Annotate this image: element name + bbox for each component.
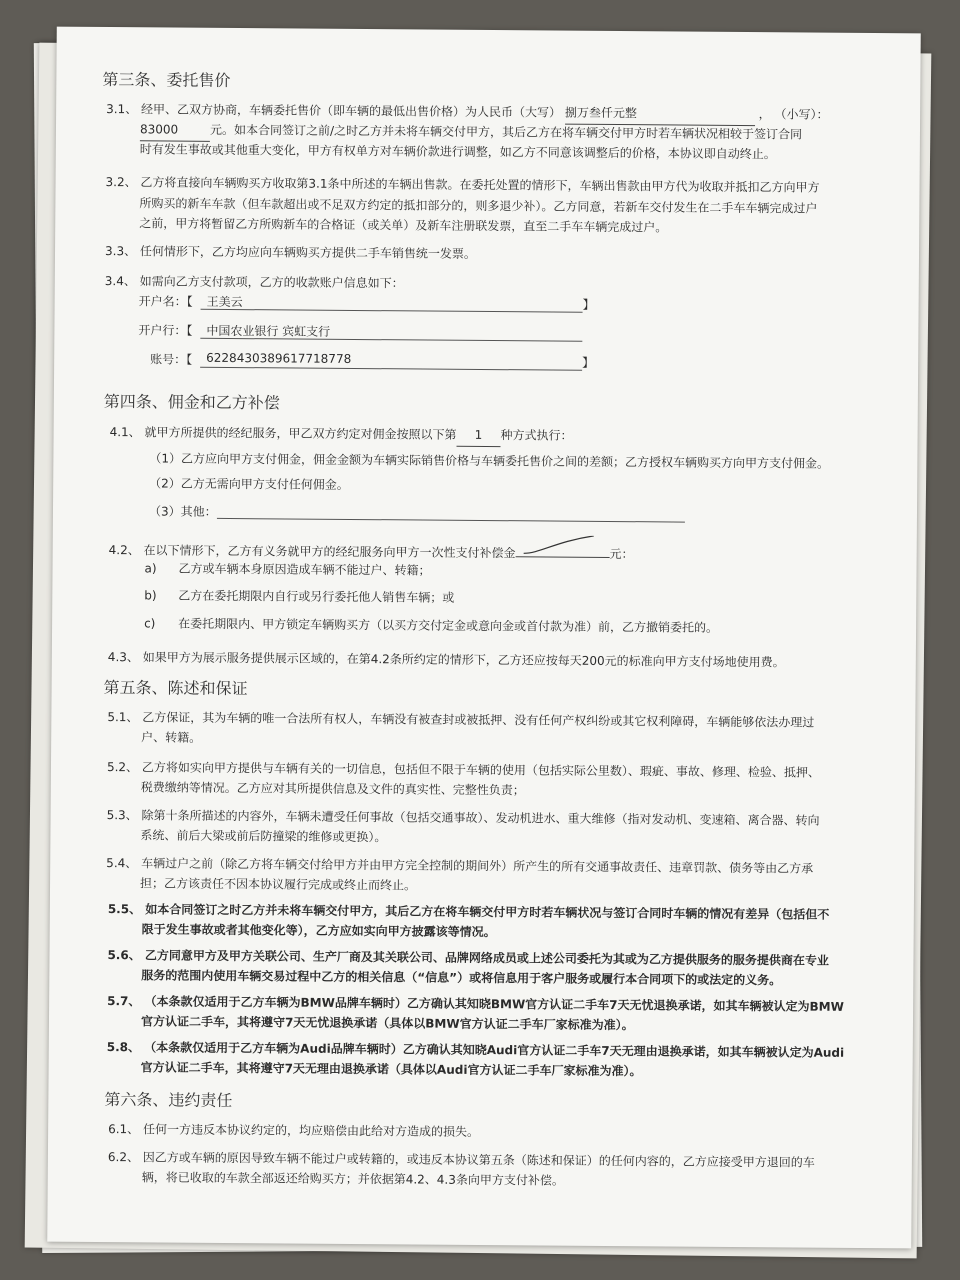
- clause-5-6-line2: 服务的范围内使用车辆交易过程中乙方的相关信息（“信息”）或将信息用于客户服务或履行本合同项下的或法定的义务。: [141, 968, 782, 988]
- clause-3-1-line1: 3.1、 经甲、乙双方协商，车辆委托售价（即车辆的最低出售价格）为人民币（大写） 捌万叁仟元整 ， （小写）：: [106, 99, 829, 127]
- account-bank-label: 开户行：【: [138, 323, 193, 338]
- clause-4-1-option2: （2）乙方无需向甲方支付任何佣金。: [149, 476, 349, 492]
- account-number-label: 账号：【: [150, 352, 193, 367]
- clause-3-4: 3.4、 如需向乙方支付款项，乙方的收款账户信息如下：: [104, 274, 404, 291]
- section-6-title: 第六条、违约责任: [104, 1090, 233, 1111]
- clause-5-3-line2: 系统、前后大梁或前后防撞梁的维修或更换）。: [140, 828, 387, 845]
- compensation-amount-blank: [516, 541, 610, 558]
- clause-5-5-line2: 限于发生事故或者其他变化等），乙方应如实向甲方披露该等情况。: [141, 922, 496, 940]
- clause-3-2-line2: 所购买的新车车款（但车款超出或不足双方约定的抵扣部分的，则多退少补）。乙方同意，若新车交付发生在二手车车辆完成过户: [139, 196, 818, 216]
- clause-5-7-line2: 官方认证二手车，其将遵守7天无忧退换承诺（具体以BMW官方认证二手车厂家标准为准）。: [140, 1014, 634, 1033]
- clause-6-1: 6.1、 任何一方违反本协议约定的，均应赔偿由此给对方造成的损失。: [108, 1122, 480, 1139]
- account-name-label: 开户名：【: [138, 294, 193, 309]
- clause-4-2: 4.2、 在以下情形下，乙方有义务就甲方的经纪服务向甲方一次性支付补偿金 元：: [109, 538, 634, 565]
- clause-5-4-line2: 担；乙方该责任不因本协议履行完成或终止而终止。: [140, 876, 417, 893]
- clause-5-1-line1: 5.1、 乙方保证，其为车辆的唯一合法所有权人，车辆没有被查封或被抵押、没有任何产权纠纷或其它权利障碍，车辆能够依法办理过: [107, 710, 815, 730]
- clause-4-3: 4.3、 如果甲方为展示服务提供展示区域的，在第4.2条所约定的情形下，乙方还应按每天200元的标准向甲方支付场地使用费。: [107, 650, 785, 670]
- clause-3-1-line3: 时有发生事故或其他重大变化，甲方有权单方对车辆价款进行调整，如乙方不同意该调整后的价格，本协议即自动终止。: [139, 142, 776, 162]
- clause-5-2-line1: 5.2、 乙方将如实向甲方提供与车辆有关的一切信息，包括但不限于车辆的使用（包括实际公里数）、瑕疵、事故、修理、检验、抵押、: [106, 760, 820, 780]
- clause-5-5-line1: 5.5、 如本合同签订之时乙方并未将车辆交付甲方，其后乙方在将车辆交付甲方时若车辆状况与签订合同时车辆的情况有差异（包括但不: [107, 902, 830, 922]
- clause-4-2-b-label: b): [144, 588, 157, 603]
- clause-5-3-line1: 5.3、 除第十条所描述的内容外，车辆未遭受任何事故（包括交通事故）、发动机进水、重大维修（指对发动机、变速箱、离合器、转向: [106, 808, 820, 828]
- clause-5-7-line1: 5.7、 （本条款仅适用于乙方车辆为BMW品牌车辆时）乙方确认其知晓BMW官方认证二手车7天无忧退换承诺，如其车辆被认定为BMW: [107, 994, 844, 1014]
- clause-5-8-line2: 官方认证二手车，其将遵守7天无理由退换承诺（具体以Audi官方认证二手车厂家标准为准）。: [140, 1060, 642, 1079]
- clause-5-2-line2: 税费缴纳等情况。乙方应对其所提供信息及文件的真实性、完整性负责；: [140, 780, 525, 798]
- clause-3-2-line3: 之前，甲方将暂留乙方所购新车的合格证（或关单）及新车注册联发票，直至二手车车辆完成过户。: [139, 216, 668, 235]
- account-number-value: 6228430389617718778: [206, 350, 352, 366]
- strike-mark-icon: [516, 535, 610, 558]
- clause-6-2-line2: 辆，将已收取的车款全部返还给购买方；并依据第4.2、4.3条向甲方支付补偿。: [141, 1170, 564, 1188]
- clause-4-2-b: 乙方在委托期限内自行或另行委托他人销售车辆；或: [178, 588, 455, 605]
- price-number: 83000: [140, 119, 210, 142]
- clause-4-1-option3: （3）其他：: [148, 504, 217, 519]
- clause-4-2-a: 乙方或车辆本身原因造成车辆不能过户、转籍；: [178, 561, 431, 578]
- clause-4-2-c: 在委托期限内、甲方锁定车辆购买方（以买方交付定金或意向金或首付款为准）前，乙方撤销委托的。: [178, 616, 719, 635]
- clause-3-3: 3.3、 任何情形下，乙方均应向车辆购买方提供二手车销售统一发票。: [104, 244, 476, 261]
- section-3-title: 第三条、委托售价: [102, 69, 231, 90]
- clause-5-4-line1: 5.4、 车辆过户之前（除乙方将车辆交付给甲方并由甲方完全控制的期间外）所产生的所有交通事故责任、违章罚款、债务等由乙方承: [106, 856, 814, 876]
- commission-option-number: 1: [456, 425, 500, 447]
- account-name-value: 王美云: [206, 294, 243, 310]
- section-4-title: 第四条、佣金和乙方补偿: [103, 392, 280, 413]
- clause-4-2-c-label: c): [144, 616, 156, 631]
- clause-4-1: 4.1、 就甲方所提供的经纪服务，甲乙双方约定对佣金按照以下第 1 种方式执行：: [110, 422, 573, 448]
- clause-5-1-line2: 户、转籍。: [141, 730, 202, 745]
- clause-4-2-a-label: a): [144, 561, 157, 576]
- contract-page: 第三条、委托售价 3.1、 经甲、乙双方协商，车辆委托售价（即车辆的最低出售价格）为人民币（大写） 捌万叁仟元整 ， （小写）： 83000 元。如本合同签订之前/之时乙方并未将车辆交付甲方，其后乙方在将车辆交付甲方时若车辆状况相较于签订合同 时有发生事故或其他重大变化，甲方有权单方对车辆价款进行调整，如乙方不同意该调整后的价格，本协议即自动终止。 3.2、 乙方将直接向车辆购买方收取第3.1条中所述的车辆出售款。在委托处置的情形下，车辆出售款由甲方代为收取并抵扣乙方向甲方 所购买的新车车款（但车款超出或不足双方约定的抵扣部分的，则多退少补）。乙方同意，若新车交付发生在二手车车辆完成过户 之前，甲方将暂留乙方所购新车的合格证（或关单）及新车注册联发票，直至二手车车辆完成过户。 3.3、 任何情形下，乙方均应向车辆购买方提供二手车销售统一发票。 3.4、 如需向乙方支付款项，乙方的收款账户信息如下： 开户名：【 王美云 】 开户行：【 中国农业银行 宾虹支行 账号：【 6228430389617718778 】 第四条、佣金和乙方补偿 4.1、 就甲方所提供的经纪服务，甲乙双方约定对佣金按照以下第 1 种方式执行： （1）乙方应向甲方支付佣金，佣金金额为车辆实际销售价格与车辆委托售价之间的差额；乙方授权车辆购买方向甲方支付佣金。 （2）乙方无需向甲方支付任何佣金。 （3）其他： 4.2、 在以下情形下，乙方有义务就甲方的经纪服务向甲方一次性支付补偿金 元： a) 乙方或车辆本身原因造成车辆不能过户、转籍； b) 乙方在委托期限内自行或另行委托他人销售车辆；或 c) 在委托期限内、甲方锁定车辆购买方（以买方交付定金或意向金或首付款为准）前，乙方撤销委托的。 4.3、 如果甲方为展示服务提供展示区域的，在第4.2条所约定的情形下，乙方还应按每天200元的标准向甲方支付场地使用费。 第五条、陈述和保证 5.1、 乙方保证，其为车辆的唯一合法所有权人，车辆没有被查封或被抵押、没有任何产权纠纷或其它权利障碍，车辆能够依法办理过 户、转籍。 5.2、 乙方将如实向甲方提供与车辆有关的一切信息，包括但不限于车辆的使用（包括实际公里数）、瑕疵、事故、修理、检验、抵押、 税费缴纳等情况。乙方应对其所提供信息及文件的真实性、完整性负责； 5.3、 除第十条所描述的内容外，车辆未遭受任何事故（包括交通事故）、发动机进水、重大维修（指对发动机、变速箱、离合器、转向 系统、前后大梁或前后防撞梁的维修或更换）。 5.4、 车辆过户之前（除乙方将车辆交付给甲方并由甲方完全控制的期间外）所产生的所有交通事故责任、违章罚款、债务等由乙方承 担；乙方该责任不因本协议履行完成或终止而终止。 5.5、 如本合同签订之时乙方并未将车辆交付甲方，其后乙方在将车辆交付甲方时若车辆状况与签订合同时车辆的情况有差异（包括但不 限于发生事故或者其他变化等），乙方应如实向甲方披露该等情况。 5.6、 乙方同意甲方及甲方关联公司、生产厂商及其关联公司、品牌网络成员或上述公司委托为其或为乙方提供服务的服务提供商在专业 服务的范围内使用车辆交易过程中乙方的相关信息（“信息”）或将信息用于客户服务或履行本合同项下的或法定的义务。 5.7、 （本条款仅适用于乙方车辆为BMW品牌车辆时）乙方确认其知晓BMW官方认证二手车7天无忧退换承诺，如其车辆被认定为BMW 官方认证二手车，其将遵守7天无忧退换承诺（具体以BMW官方认证二手车厂家标准为准）。 5.8、 （本条款仅适用于乙方车辆为Audi品牌车辆时）乙方确认其知晓Audi官方认证二手车7天无理由退换承诺，如其车辆被认定为Audi 官方认证二手车，其将遵守7天无理由退换承诺（具体以Audi官方认证二手车厂家标准为准）。 第六条、违约责任 6.1、 任何一方违反本协议约定的，均应赔偿由此给对方造成的损失。 6.2、 因乙方或车辆的原因导致车辆不能过户或转籍的，或违反本协议第五条（陈述和保证）的任何内容的，乙方应接受甲方退回的车 辆，将已收取的车款全部返还给购买方；并依据第4.2、4.3条向甲方支付补偿。: [47, 27, 921, 1249]
- clause-3-2-line1: 3.2、 乙方将直接向车辆购买方收取第3.1条中所述的车辆出售款。在委托处置的情形下，车辆出售款由甲方代为收取并抵扣乙方向甲方: [105, 175, 820, 195]
- price-uppercase: 捌万叁仟元整: [565, 103, 755, 126]
- clause-3-1-line2: 83000 元。如本合同签订之前/之时乙方并未将车辆交付甲方，其后乙方在将车辆交付甲方时若车辆状况相较于签订合同: [140, 119, 802, 146]
- clause-5-8-line1: 5.8、 （本条款仅适用于乙方车辆为Audi品牌车辆时）乙方确认其知晓Audi官方认证二手车7天无理由退换承诺，如其车辆被认定为Audi: [106, 1040, 845, 1060]
- account-bank-value: 中国农业银行 宾虹支行: [206, 323, 331, 339]
- clause-6-2-line1: 6.2、 因乙方或车辆的原因导致车辆不能过户或转籍的，或违反本协议第五条（陈述和保证）的任何内容的，乙方应接受甲方退回的车: [107, 1150, 815, 1170]
- clause-5-6-line1: 5.6、 乙方同意甲方及甲方关联公司、生产厂商及其关联公司、品牌网络成员或上述公司委托为其或为乙方提供服务的服务提供商在专业: [107, 948, 829, 968]
- section-5-title: 第五条、陈述和保证: [103, 678, 248, 699]
- clause-4-1-option1: （1）乙方应向甲方支付佣金，佣金金额为车辆实际销售价格与车辆委托售价之间的差额；乙方授权车辆购买方向甲方支付佣金。: [149, 451, 830, 471]
